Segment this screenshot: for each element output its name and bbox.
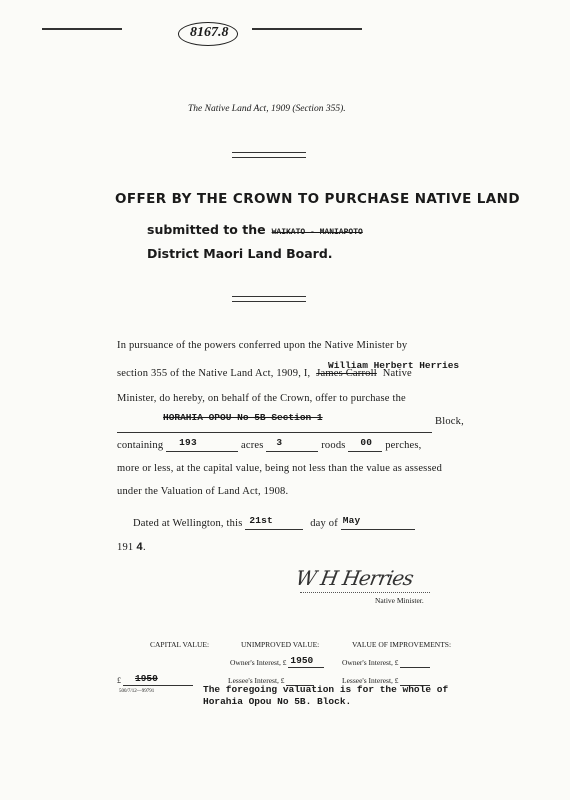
submitted-prefix: submitted to the bbox=[147, 222, 266, 237]
board-name: District Maori Land Board. bbox=[147, 246, 333, 261]
body-line-6-text: under the Valuation of Land Act, 1908. bbox=[117, 486, 289, 497]
perches-label: perches, bbox=[385, 440, 422, 451]
month-value: May bbox=[342, 515, 361, 526]
lessees-interest-label: Lessee's Interest, £ bbox=[228, 676, 285, 685]
valuation-note-line-2: Horahia Opou No 5B. Block. bbox=[203, 696, 352, 707]
dated-line bbox=[133, 515, 415, 530]
body-line-2-end: Native bbox=[382, 368, 412, 379]
district-name: WAIKATO - MANIAPOTO bbox=[271, 228, 363, 237]
capital-value: 1950 bbox=[135, 673, 158, 684]
print-code: 500/7/12—99791 bbox=[119, 689, 155, 694]
struck-name: James Carroll bbox=[316, 368, 377, 379]
scan-mark-right bbox=[252, 28, 362, 30]
scan-mark-left bbox=[42, 28, 122, 30]
ref-number: 8167.8 bbox=[190, 25, 229, 40]
divider-bottom bbox=[232, 296, 306, 302]
owners-interest-row bbox=[230, 655, 324, 668]
owners-interest-row-2 bbox=[342, 658, 430, 668]
capital-value-header: CAPITAL VALUE: bbox=[150, 640, 210, 649]
month-field bbox=[341, 515, 415, 530]
year-prefix: 191 bbox=[117, 542, 134, 553]
perches-field bbox=[348, 437, 382, 452]
day-value: 21st bbox=[249, 515, 273, 526]
capital-value-row bbox=[117, 673, 193, 686]
year-suffix: . bbox=[143, 542, 146, 553]
body-line-1 bbox=[117, 340, 407, 351]
body-line-2-text: section 355 of the Native Land Act, 1909, I, bbox=[117, 368, 311, 379]
owners-interest-field-2 bbox=[400, 658, 430, 668]
body-line-3 bbox=[117, 393, 406, 404]
roods-label: roods bbox=[321, 440, 346, 451]
owners-interest-value: 1950 bbox=[290, 655, 314, 666]
acres-value: 193 bbox=[179, 437, 197, 448]
inserted-name: William Herbert Herries bbox=[328, 360, 460, 371]
block-name-field bbox=[117, 414, 432, 433]
divider-top bbox=[232, 152, 306, 158]
day-field bbox=[245, 515, 303, 530]
unimproved-value-header: UNIMPROVED VALUE: bbox=[241, 640, 320, 649]
body-line-2 bbox=[117, 368, 412, 379]
capital-pound: £ bbox=[117, 676, 121, 685]
body-line-6 bbox=[117, 486, 288, 497]
dated-prefix: Dated at Wellington, this bbox=[133, 518, 243, 529]
valuation-note-line-1: The foregoing valuation is for the whole of bbox=[203, 684, 449, 695]
block-label: Block, bbox=[435, 416, 464, 427]
block-name: HORAHIA OPOU No 5B Section 1 bbox=[163, 412, 323, 423]
year-line bbox=[117, 542, 146, 554]
containing-label: containing bbox=[117, 440, 164, 451]
roods-value: 3 bbox=[276, 437, 283, 448]
lessees-interest-label-2: Lessee's Interest, £ bbox=[342, 676, 399, 685]
signature-line bbox=[300, 592, 430, 593]
act-line: The Native Land Act, 1909 (Section 355). bbox=[188, 104, 346, 114]
body-line-4 bbox=[117, 437, 422, 452]
owners-interest-field bbox=[288, 655, 324, 668]
owners-interest-label-2: Owner's Interest, £ bbox=[342, 658, 399, 667]
submitted-line bbox=[147, 221, 363, 239]
capital-value-field bbox=[123, 673, 193, 686]
signature-caption: Native Minister. bbox=[375, 596, 424, 605]
acres-label: acres bbox=[240, 440, 264, 451]
form-title: OFFER BY THE CROWN TO PURCHASE NATIVE LAND bbox=[115, 191, 520, 207]
signature: W H Herries bbox=[293, 566, 415, 590]
body-line-1-text: In pursuance of the powers conferred upon the Native Minister by bbox=[117, 340, 408, 351]
year-digit: 4 bbox=[136, 542, 143, 554]
roods-field bbox=[266, 437, 318, 452]
acres-field bbox=[166, 437, 238, 452]
owners-interest-label: Owner's Interest, £ bbox=[230, 658, 287, 667]
body-line-5 bbox=[117, 463, 442, 474]
body-line-3-text: Minister, do hereby, on behalf of the Crown, offer to purchase the bbox=[117, 393, 406, 404]
perches-value: 00 bbox=[360, 437, 373, 448]
block-line bbox=[117, 412, 464, 435]
body-line-5-text: more or less, at the capital value, being not less than the value as assessed bbox=[117, 463, 443, 474]
improvements-value-header: VALUE OF IMPROVEMENTS: bbox=[352, 640, 452, 649]
day-label: day of bbox=[310, 518, 338, 529]
